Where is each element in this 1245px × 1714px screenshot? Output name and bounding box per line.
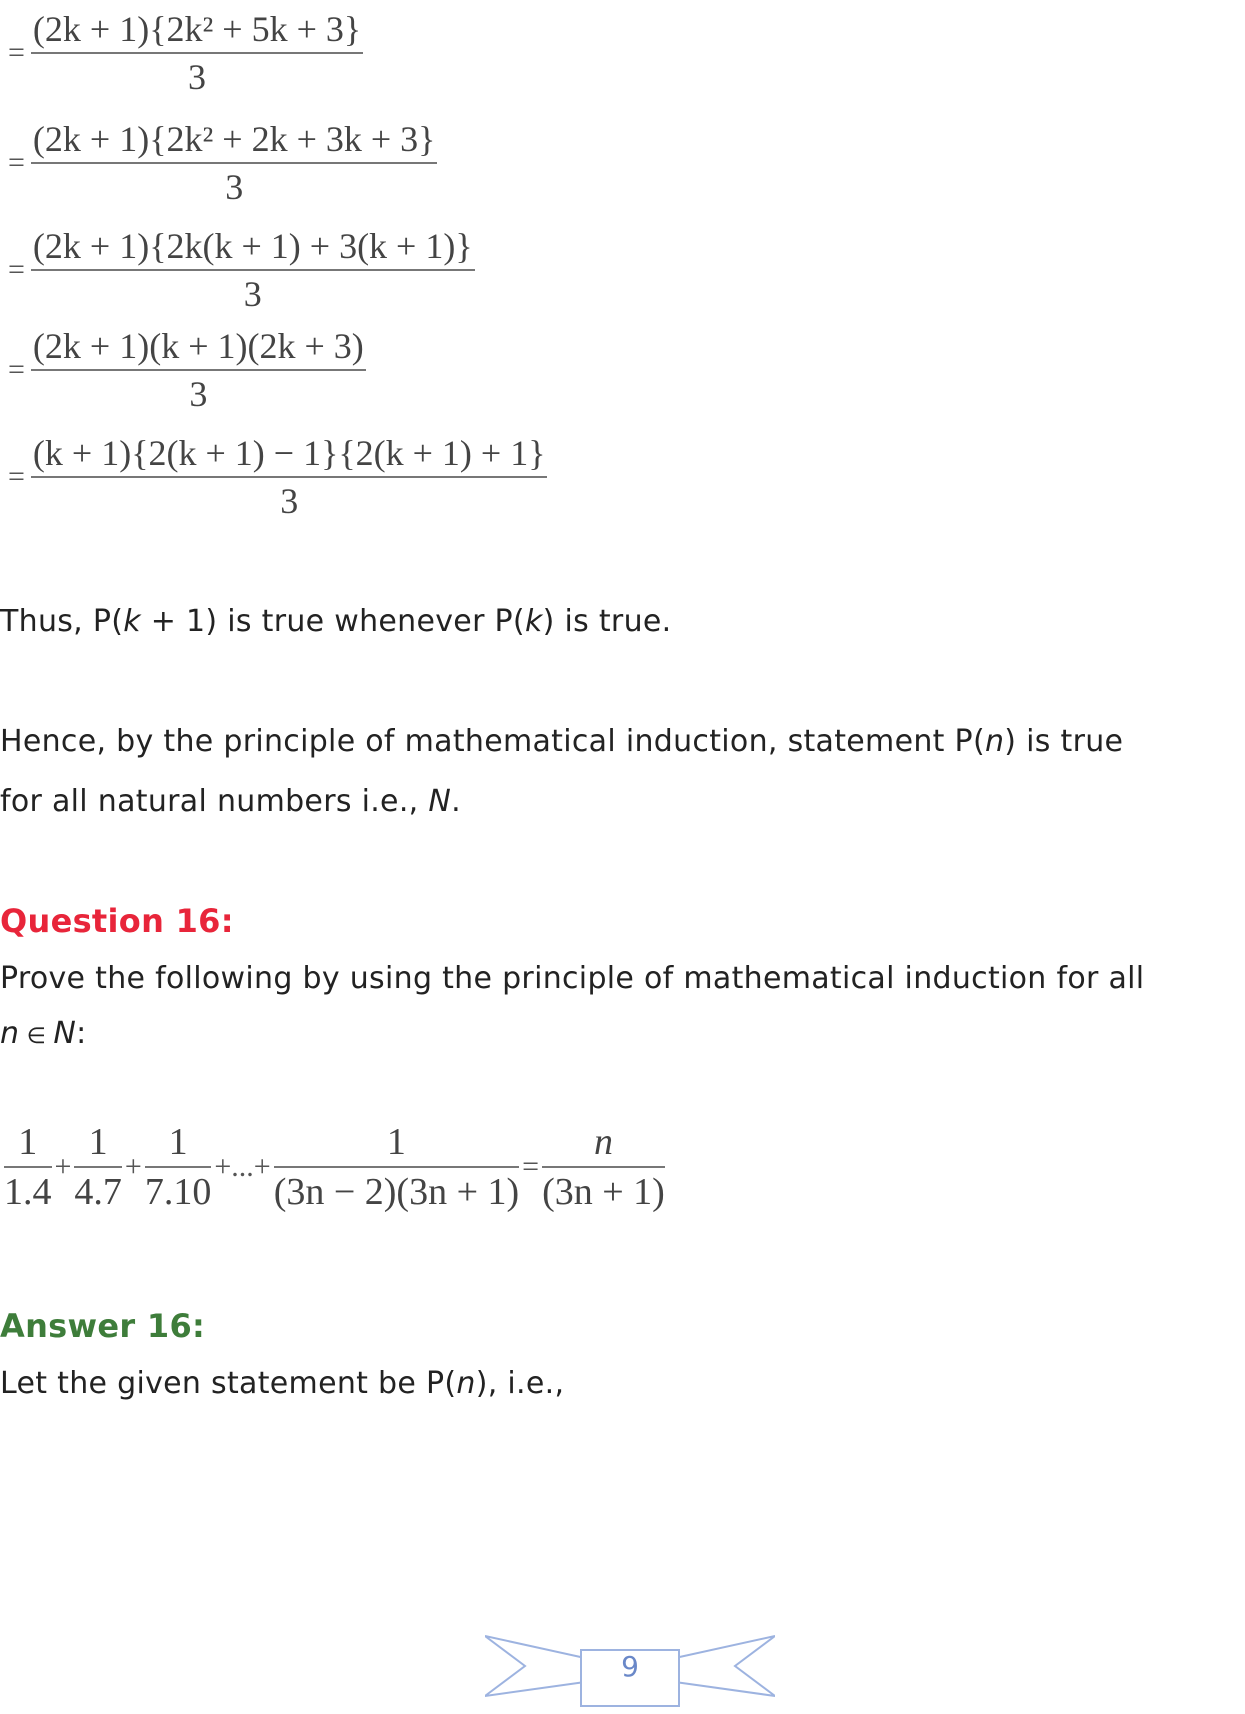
- denominator: 3: [225, 167, 244, 207]
- answer-intro-text: Let the given statement be P(n), i.e.,: [0, 1366, 565, 1401]
- denominator: 3: [280, 481, 299, 521]
- fraction: [31, 118, 438, 208]
- conclusion-step-text: Thus, P(k + 1) is true whenever P(k) is true.: [0, 604, 672, 639]
- series-equation: [4, 1120, 665, 1214]
- induction-conclusion-line-1: Hence, by the principle of mathematical induction, statement P(n) is true: [0, 724, 1124, 759]
- answer-heading: Answer 16:: [0, 1307, 206, 1345]
- series-term-1: $\frac{1}{1.4}$: [4, 1121, 52, 1213]
- equals-sign: =: [8, 353, 25, 386]
- ellipsis: +...+: [214, 1150, 271, 1183]
- fraction: [31, 432, 548, 522]
- fraction: [31, 325, 366, 415]
- fraction: [31, 225, 475, 315]
- numerator: (2k + 1){2k² + 5k + 3}: [32, 9, 362, 49]
- page-number: 9: [621, 1650, 639, 1683]
- derivation-step-2: [8, 118, 437, 208]
- derivation-step-4: [8, 325, 366, 415]
- derivation-step-1: [8, 8, 363, 98]
- question-text-line-1: Prove the following by using the principle of mathematical induction for all: [0, 961, 1145, 996]
- question-heading: Question 16:: [0, 902, 234, 940]
- question-text-line-2: n ∈ N:: [0, 1016, 87, 1051]
- equals-sign: =: [522, 1150, 540, 1183]
- fraction: [31, 8, 363, 98]
- equals-sign: =: [8, 146, 25, 179]
- series-term-2: $\frac{1}{4.7}$: [74, 1121, 122, 1213]
- denominator: 3: [243, 274, 262, 314]
- derivation-step-3: [8, 225, 475, 315]
- numerator: (2k + 1){2k(k + 1) + 3(k + 1)}: [32, 226, 473, 266]
- plus-sign: +: [124, 1150, 142, 1183]
- denominator: 3: [189, 374, 208, 414]
- numerator: (2k + 1)(k + 1)(2k + 3): [32, 326, 364, 366]
- series-term-3: $\frac{1}{7.10}$: [144, 1121, 212, 1213]
- derivation-step-5: [8, 432, 547, 522]
- equals-sign: =: [8, 460, 25, 493]
- equals-sign: =: [8, 36, 25, 69]
- plus-sign: +: [54, 1150, 72, 1183]
- series-general-term: $\frac{1}{(3n - 2)(3n + 1)}$: [273, 1121, 520, 1213]
- equals-sign: =: [8, 253, 25, 286]
- series-result: $\frac{n}{(3n + 1)}$: [542, 1121, 665, 1213]
- induction-conclusion-line-2: for all natural numbers i.e., N.: [0, 784, 461, 819]
- numerator: (2k + 1){2k² + 2k + 3k + 3}: [32, 119, 436, 159]
- page-number-ribbon: [485, 1630, 775, 1710]
- numerator: (k + 1){2(k + 1) − 1}{2(k + 1) + 1}: [32, 433, 546, 473]
- denominator: 3: [188, 57, 207, 97]
